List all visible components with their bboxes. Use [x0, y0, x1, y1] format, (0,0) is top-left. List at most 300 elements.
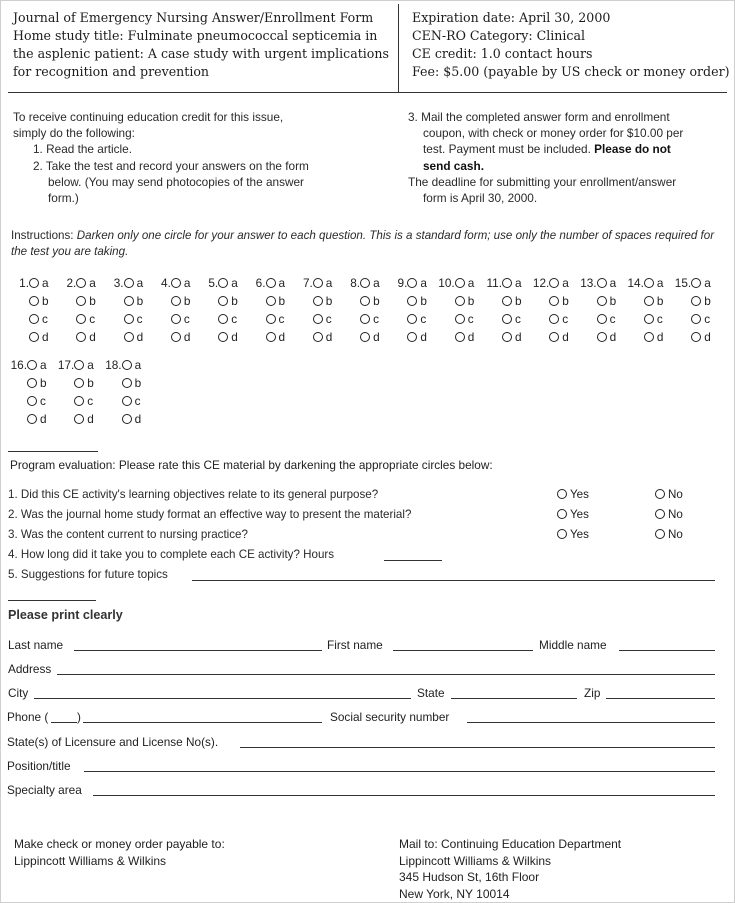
question-number: 5. [208, 276, 219, 290]
radio-circle-icon [171, 332, 181, 342]
answer-option-b[interactable] [124, 293, 144, 310]
option-letter: c [134, 394, 141, 408]
phone-close-paren: ) [77, 710, 81, 724]
question-number: 11. [486, 276, 502, 290]
mail-to-line-4: New York, NY 10014 [399, 886, 510, 901]
eval-question-4: 4. How long did it take you to complete each CE activity? Hours [8, 548, 335, 561]
radio-circle-icon [455, 278, 465, 288]
answer-option-c[interactable] [124, 311, 143, 328]
eval-1-yes[interactable] [557, 487, 589, 503]
deadline-line-1: The deadline for submitting your enrollment/answer [408, 174, 677, 189]
radio-circle-icon [549, 278, 559, 288]
option-letter: b [325, 294, 333, 308]
option-letter: c [40, 394, 46, 408]
question-number: 12. [532, 276, 550, 290]
radio-circle-icon [29, 296, 39, 306]
radio-circle-icon [76, 278, 86, 288]
radio-circle-icon [122, 414, 132, 424]
radio-circle-icon [27, 396, 37, 406]
answer-option-a[interactable] [57, 357, 94, 374]
answer-option-a[interactable] [19, 275, 49, 292]
position-field[interactable] [84, 771, 715, 772]
answer-option-d[interactable] [266, 329, 286, 346]
option-letter: c [656, 312, 663, 326]
radio-circle-icon [691, 332, 701, 342]
answer-option-b[interactable] [266, 293, 286, 310]
mail-to-line-3: 345 Hudson St, 16th Floor [399, 870, 540, 884]
yes-label: Yes [570, 488, 589, 501]
radio-circle-icon [502, 278, 512, 288]
radio-circle-icon [171, 314, 181, 324]
radio-circle-icon [76, 296, 86, 306]
radio-circle-icon [74, 414, 84, 424]
option-letter: a [40, 358, 47, 372]
answer-option-c[interactable] [266, 311, 285, 328]
option-letter: a [134, 358, 142, 372]
radio-circle-icon [124, 296, 134, 306]
option-letter: b [183, 294, 191, 308]
option-letter: c [704, 312, 711, 326]
intro-line-2: simply do the following: [13, 126, 135, 141]
question-number: 9. [397, 276, 408, 290]
radio-circle-icon [597, 296, 607, 306]
radio-circle-icon [360, 296, 370, 306]
radio-circle-icon [313, 332, 323, 342]
option-letter: d [325, 330, 333, 344]
eval-2-no[interactable] [655, 507, 683, 523]
option-letter: c [373, 312, 379, 326]
radio-circle-icon [27, 378, 37, 388]
answer-option-d[interactable] [76, 329, 96, 346]
first-name-field[interactable] [393, 650, 533, 651]
radio-circle-icon [313, 296, 323, 306]
radio-circle-icon [455, 332, 465, 342]
radio-circle-icon [407, 278, 417, 288]
answer-option-c[interactable] [597, 311, 616, 328]
option-letter: c [562, 312, 569, 326]
answer-option-d[interactable] [313, 329, 333, 346]
phone-label: Phone ( [7, 710, 49, 724]
option-letter: c [87, 394, 94, 408]
answer-option-c[interactable] [218, 311, 237, 328]
deadline-line-2: form is April 30, 2000. [423, 191, 538, 206]
answer-option-c[interactable] [691, 311, 710, 328]
answer-option-b[interactable] [644, 293, 664, 310]
radio-circle-icon [360, 314, 370, 324]
answer-option-b[interactable] [502, 293, 522, 310]
option-letter: a [89, 276, 96, 290]
radio-circle-icon [218, 296, 228, 306]
answer-option-c[interactable] [171, 311, 190, 328]
answer-option-a[interactable] [438, 275, 475, 292]
option-letter: c [89, 312, 96, 326]
radio-circle-icon [407, 332, 417, 342]
option-letter: c [136, 312, 143, 326]
answer-option-d[interactable] [122, 411, 142, 428]
question-number: 8. [350, 276, 361, 290]
answer-option-a[interactable] [397, 275, 427, 292]
option-letter: a [278, 276, 286, 290]
radio-circle-icon [549, 296, 559, 306]
option-letter: d [609, 330, 617, 344]
radio-circle-icon [407, 296, 417, 306]
option-letter: c [420, 312, 427, 326]
eval-question-1: 1. Did this CE activity's learning objectives relate to its general purpose? [8, 488, 379, 501]
radio-circle-icon [124, 278, 134, 288]
zip-field[interactable] [606, 698, 715, 699]
answer-option-c[interactable] [29, 311, 48, 328]
radio-circle-icon [171, 296, 181, 306]
evaluation-subtitle: Please rate this CE material by darkening the appropriate circles below: [118, 458, 493, 472]
answer-option-d[interactable] [124, 329, 144, 346]
answer-option-a[interactable] [161, 275, 191, 292]
question-number: 15. [674, 276, 692, 290]
answer-option-c[interactable] [644, 311, 663, 328]
option-letter: d [136, 330, 144, 344]
no-label: No [668, 488, 683, 501]
answer-option-b[interactable] [313, 293, 333, 310]
address-field[interactable] [57, 674, 715, 675]
radio-circle-icon [360, 332, 370, 342]
radio-circle-icon [122, 378, 132, 388]
mail-to-line-2: Lippincott Williams & Wilkins [399, 853, 552, 868]
study-title-line-3: for recognition and prevention [13, 64, 210, 79]
footer-payable [14, 836, 225, 869]
instructions [11, 228, 729, 260]
radio-circle-icon [29, 314, 39, 324]
radio-circle-icon [27, 360, 37, 370]
evaluation-title: Program evaluation: [10, 458, 116, 472]
position-label: Position/title [7, 759, 71, 773]
question-number: 17. [57, 358, 75, 372]
radio-circle-icon [455, 296, 465, 306]
radio-circle-icon [29, 332, 39, 342]
option-letter: a [42, 276, 49, 290]
header-divider [398, 4, 399, 92]
yes-label: Yes [570, 528, 589, 541]
option-letter: a [373, 276, 380, 290]
eval-question-5: 5. Suggestions for future topics [8, 568, 168, 581]
answer-option-c[interactable] [455, 311, 474, 328]
eval-question-3: 3. Was the content current to nursing practice? [8, 528, 248, 541]
option-letter: b [42, 294, 49, 308]
answer-option-a[interactable] [105, 357, 142, 374]
answer-option-d[interactable] [455, 329, 475, 346]
radio-circle-icon [218, 278, 228, 288]
radio-circle-icon [407, 314, 417, 324]
option-letter: c [515, 312, 521, 326]
question-number: 16. [10, 358, 27, 372]
option-letter: b [87, 376, 94, 390]
option-letter: b [278, 294, 286, 308]
question-number: 2. [66, 276, 77, 290]
option-letter: d [87, 412, 94, 426]
state-field[interactable] [451, 698, 577, 699]
question-number: 10. [438, 276, 455, 290]
option-letter: d [704, 330, 711, 344]
answer-option-a[interactable] [10, 357, 47, 374]
mail-to-line-1: Mail to: Continuing Education Department [399, 837, 622, 851]
ssn-field[interactable] [467, 722, 715, 723]
radio-circle-icon [597, 314, 607, 324]
step-3-line-1: 3. Mail the completed answer form and enrollment [408, 110, 670, 124]
eval-2-yes[interactable] [557, 507, 589, 523]
answer-option-b[interactable] [218, 293, 238, 310]
answer-option-b[interactable] [455, 293, 475, 310]
answer-option-c[interactable] [502, 311, 521, 328]
answer-option-a[interactable] [627, 275, 664, 292]
enrollment-title: Please print clearly [8, 608, 123, 622]
radio-circle-icon [266, 314, 276, 324]
answer-option-b[interactable] [74, 375, 94, 392]
answer-option-d[interactable] [502, 329, 522, 346]
option-letter: d [42, 330, 49, 344]
study-title-line-1: Home study title: Fulminate pneumococcal septicemia in [13, 28, 378, 43]
answer-option-a[interactable] [350, 275, 380, 292]
radio-circle-icon [691, 278, 701, 288]
radio-circle-icon [557, 509, 567, 519]
radio-circle-icon [549, 314, 559, 324]
option-letter: a [325, 276, 333, 290]
option-letter: d [373, 330, 380, 344]
answer-option-d[interactable] [549, 329, 569, 346]
answer-option-d[interactable] [29, 329, 49, 346]
option-letter: b [467, 294, 475, 308]
zip-label: Zip [584, 686, 601, 700]
answer-option-b[interactable] [29, 293, 49, 310]
option-letter: d [656, 330, 664, 344]
answer-option-d[interactable] [644, 329, 664, 346]
study-title-line-2: the asplenic patient: A case study with urgent implications [13, 46, 389, 61]
radio-circle-icon [557, 529, 567, 539]
answer-option-c[interactable] [122, 393, 141, 410]
radio-circle-icon [171, 278, 181, 288]
radio-circle-icon [549, 332, 559, 342]
option-letter: a [467, 276, 475, 290]
option-letter: b [134, 376, 142, 390]
form-title: Journal of Emergency Nursing Answer/Enrollment Form [13, 10, 374, 25]
option-letter: b [136, 294, 144, 308]
option-letter: b [562, 294, 569, 308]
option-letter: d [278, 330, 286, 344]
question-number: 3. [113, 276, 124, 290]
answer-option-b[interactable] [597, 293, 617, 310]
radio-circle-icon [74, 378, 84, 388]
answer-option-d[interactable] [407, 329, 427, 346]
radio-circle-icon [313, 314, 323, 324]
city-field[interactable] [34, 698, 411, 699]
radio-circle-icon [597, 278, 607, 288]
answer-option-d[interactable] [74, 411, 94, 428]
instructions-label: Instructions: [11, 229, 74, 242]
radio-circle-icon [124, 314, 134, 324]
phone-area-code-field[interactable] [51, 722, 77, 723]
option-letter: a [136, 276, 144, 290]
no-label: No [668, 508, 683, 521]
steps-right [408, 109, 683, 206]
first-name-label: First name [327, 638, 383, 652]
radio-circle-icon [655, 489, 665, 499]
address-label: Address [8, 662, 52, 676]
answer-option-c[interactable] [549, 311, 568, 328]
radio-circle-icon [655, 509, 665, 519]
radio-circle-icon [218, 314, 228, 324]
answer-option-c[interactable] [407, 311, 426, 328]
licensure-label: State(s) of Licensure and License No(s). [7, 735, 219, 749]
radio-circle-icon [266, 296, 276, 306]
option-letter: b [609, 294, 617, 308]
answer-option-b[interactable] [549, 293, 569, 310]
last-name-label: Last name [8, 638, 64, 652]
option-letter: b [420, 294, 427, 308]
answer-option-c[interactable] [27, 393, 46, 410]
option-letter: b [373, 294, 380, 308]
answer-option-d[interactable] [360, 329, 380, 346]
option-letter: b [515, 294, 522, 308]
option-letter: d [183, 330, 191, 344]
option-letter: a [183, 276, 191, 290]
payable-line-1: Make check or money order payable to: [14, 837, 225, 851]
steps-left [13, 109, 309, 206]
radio-circle-icon [644, 332, 654, 342]
option-letter: d [89, 330, 96, 344]
step-3-line-3: test. Payment must be included. [423, 142, 595, 157]
middle-name-label: Middle name [539, 638, 607, 652]
radio-circle-icon [122, 360, 132, 370]
radio-circle-icon [266, 332, 276, 342]
radio-circle-icon [76, 332, 86, 342]
option-letter: d [562, 330, 569, 344]
specialty-field[interactable] [93, 795, 715, 796]
radio-circle-icon [266, 278, 276, 288]
phone-field[interactable] [83, 722, 322, 723]
last-name-field[interactable] [74, 650, 322, 651]
middle-name-field[interactable] [619, 650, 715, 651]
option-letter: a [609, 276, 617, 290]
answer-option-d[interactable] [597, 329, 617, 346]
no-label: No [668, 528, 683, 541]
option-letter: b [40, 376, 47, 390]
option-letter: a [704, 276, 711, 290]
radio-circle-icon [644, 314, 654, 324]
answer-option-c[interactable] [313, 311, 332, 328]
answer-option-c[interactable] [360, 311, 379, 328]
step-3-warning-1: Please do not [594, 142, 671, 157]
answer-option-d[interactable] [691, 329, 711, 346]
answer-option-a[interactable] [580, 275, 617, 292]
radio-circle-icon [74, 396, 84, 406]
answer-option-c[interactable] [74, 393, 93, 410]
radio-circle-icon [691, 314, 701, 324]
option-letter: c [183, 312, 190, 326]
radio-circle-icon [218, 332, 228, 342]
intro-line-1: To receive continuing education credit for this issue, [13, 110, 284, 124]
radio-circle-icon [313, 278, 323, 288]
option-letter: d [467, 330, 475, 344]
option-letter: c [42, 312, 48, 326]
eval-question-2: 2. Was the journal home study format an effective way to present the material? [8, 508, 412, 521]
answer-option-a[interactable] [66, 275, 96, 292]
option-letter: d [515, 330, 522, 344]
licensure-field[interactable] [240, 747, 715, 748]
question-number: 7. [302, 276, 313, 290]
answer-option-b[interactable] [407, 293, 427, 310]
footer-mail-to [399, 836, 621, 902]
step-2-line-3: form.) [48, 191, 79, 206]
step-2-line-2: below. (You may send photocopies of the answer [48, 174, 304, 189]
answer-option-b[interactable] [360, 293, 380, 310]
header-bottom-rule [8, 92, 727, 93]
answer-option-d[interactable] [27, 411, 47, 428]
option-letter: d [134, 412, 142, 426]
option-letter: d [231, 330, 238, 344]
answer-option-a[interactable] [532, 275, 569, 292]
eval-3-yes[interactable] [557, 527, 589, 543]
answer-option-d[interactable] [171, 329, 191, 346]
question-number: 6. [255, 276, 266, 290]
state-label: State [417, 686, 445, 700]
question-number: 4. [161, 276, 171, 290]
radio-circle-icon [644, 278, 654, 288]
expiration-date: Expiration date: April 30, 2000 [412, 10, 611, 25]
answer-option-a[interactable] [255, 275, 286, 292]
radio-circle-icon [360, 278, 370, 288]
question-number: 14. [627, 276, 644, 290]
evaluation-rule [8, 451, 98, 452]
question-number: 18. [105, 358, 122, 372]
answer-option-b[interactable] [27, 375, 47, 392]
answer-option-d[interactable] [218, 329, 238, 346]
answer-option-a[interactable] [208, 275, 238, 292]
suggestions-answer-line[interactable] [192, 580, 715, 581]
hours-answer-line[interactable] [384, 560, 442, 561]
option-letter: d [420, 330, 427, 344]
ce-credit: CE credit: 1.0 contact hours [412, 46, 593, 61]
option-letter: a [87, 358, 94, 372]
yes-label: Yes [570, 508, 589, 521]
radio-circle-icon [29, 278, 39, 288]
option-letter: b [656, 294, 664, 308]
radio-circle-icon [655, 529, 665, 539]
answer-option-b[interactable] [171, 293, 191, 310]
radio-circle-icon [455, 314, 465, 324]
option-letter: b [704, 294, 711, 308]
answer-option-c[interactable] [76, 311, 95, 328]
eval-3-no[interactable] [655, 527, 683, 543]
option-letter: a [420, 276, 427, 290]
option-letter: a [231, 276, 238, 290]
answer-option-a[interactable] [674, 275, 711, 292]
radio-circle-icon [557, 489, 567, 499]
instructions-text: Darken only one circle for your answer to each question. This is a standard form; use only the number of spaces required for the test you are taking. [11, 229, 715, 258]
answer-option-a[interactable] [302, 275, 333, 292]
option-letter: c [325, 312, 332, 326]
ssn-label: Social security number [330, 710, 450, 724]
answer-option-b[interactable] [122, 375, 142, 392]
option-letter: d [40, 412, 47, 426]
option-letter: c [467, 312, 474, 326]
answer-option-b[interactable] [691, 293, 711, 310]
eval-1-no[interactable] [655, 487, 683, 503]
radio-circle-icon [74, 360, 84, 370]
payable-line-2: Lippincott Williams & Wilkins [14, 853, 167, 868]
answer-option-a[interactable] [113, 275, 144, 292]
option-letter: a [656, 276, 664, 290]
radio-circle-icon [597, 332, 607, 342]
step-1: 1. Read the article. [33, 142, 133, 157]
answer-option-a[interactable] [486, 275, 522, 292]
answer-option-b[interactable] [76, 293, 96, 310]
